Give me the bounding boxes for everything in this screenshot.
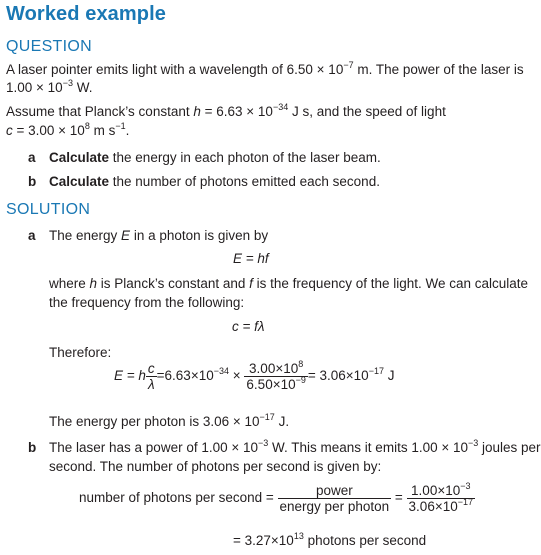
- symbol-f: f: [249, 276, 253, 291]
- equation-e-hf: E = hf: [233, 251, 269, 266]
- symbol-c: c: [6, 123, 13, 138]
- exponent: −3: [258, 438, 269, 448]
- fraction-numerator: c: [147, 361, 155, 376]
- exponent: 8: [298, 359, 304, 369]
- solution-a-frequency: the frequency from the following:: [49, 295, 245, 310]
- line-text: The laser has a power of 1.00 × 10: [49, 440, 259, 455]
- exponent: −7: [343, 60, 354, 70]
- result-unit: photons per second: [303, 533, 427, 548]
- exponent: −34: [213, 366, 229, 377]
- calc-planck-value: =6.63×10: [156, 368, 214, 384]
- equals-sign: =: [394, 490, 403, 506]
- part-text: the number of photons emitted each second.: [109, 174, 380, 189]
- photons-result: [233, 533, 426, 548]
- solution-a-therefore: Therefore:: [49, 345, 112, 360]
- exponent: −9: [295, 375, 306, 385]
- calc-unit: J: [383, 368, 395, 384]
- numerator-value: 3.00×10: [249, 361, 299, 376]
- fraction-numerator: power: [315, 483, 353, 498]
- exponent: −1: [115, 121, 126, 131]
- fraction-denominator: λ: [146, 376, 157, 392]
- question-line-1-text: A laser pointer emits light with a wavelength of 6.50 × 10: [6, 62, 344, 77]
- symbol-h: h: [193, 104, 201, 119]
- solution-a-conclusion: [49, 414, 289, 429]
- exponent: −3: [62, 78, 73, 88]
- part-verb: Calculate: [49, 174, 110, 189]
- question-heading: QUESTION: [6, 38, 92, 55]
- calc-lhs: E = h: [114, 368, 146, 384]
- fraction-denominator: [244, 376, 307, 392]
- solution-b-line-1: [49, 440, 541, 455]
- where-mid: is Planck’s constant and: [97, 276, 250, 291]
- question-line-1-end: m. The power of the laser is: [353, 62, 524, 77]
- result-value: = 3.27×10: [233, 533, 294, 548]
- part-text: the energy in each photon of the laser beam.: [109, 150, 381, 165]
- question-line-2-end: W.: [72, 80, 93, 95]
- exponent: 8: [84, 121, 90, 131]
- exponent: −3: [468, 438, 479, 448]
- symbol-h: h: [89, 276, 98, 291]
- question-line-3: [6, 104, 446, 119]
- part-verb: Calculate: [49, 150, 110, 165]
- question-line-4: [6, 123, 129, 138]
- line-mid: W. This means it emits 1.00 × 10: [268, 440, 468, 455]
- question-line-4-text: = 3.00 × 10: [12, 123, 85, 138]
- numerator-value: 1.00×10: [411, 483, 461, 498]
- question-line-2: [6, 80, 92, 95]
- fraction-c-over-wavelength: [244, 361, 307, 392]
- exponent: 13: [293, 531, 304, 541]
- line-end: joules per: [478, 440, 541, 455]
- solution-b-line-2: second. The number of photons per second is given by:: [49, 459, 382, 474]
- where-end: is the frequency of the light. We can calculate: [252, 276, 529, 291]
- fraction-denominator: energy per photon: [279, 499, 390, 514]
- question-line-4-tail: .: [125, 123, 130, 138]
- intro-text: The energy: [49, 228, 122, 243]
- exponent: −3: [460, 481, 471, 491]
- exponent: −17: [368, 366, 384, 377]
- denominator-value: 3.06×10: [408, 499, 458, 514]
- intro-end: in a photon is given by: [130, 228, 269, 243]
- question-part-a: [28, 150, 381, 165]
- question-line-4-end: m s: [89, 123, 116, 138]
- part-label: b: [28, 174, 37, 189]
- solution-a-where: [49, 276, 528, 291]
- exponent: −17: [259, 412, 275, 422]
- part-label: a: [28, 150, 36, 165]
- fraction-numerator: [244, 361, 307, 376]
- calc-result: = 3.06×10: [307, 368, 369, 384]
- times-sign: ×: [232, 368, 241, 384]
- denominator-value: 6.50×10: [246, 377, 296, 392]
- conclusion-end: J.: [274, 414, 290, 429]
- question-line-3-mid: = 6.63 × 10: [200, 104, 273, 119]
- photons-calculation: [79, 483, 475, 514]
- solution-a-intro: [49, 228, 268, 243]
- symbol-E: E: [121, 228, 131, 243]
- page-title: Worked example: [6, 3, 166, 25]
- solution-a-label: a: [28, 228, 36, 243]
- fraction-power-over-energy: [278, 483, 392, 514]
- fraction-c-over-lambda: [146, 361, 157, 392]
- energy-calculation: [114, 361, 394, 392]
- solution-heading: SOLUTION: [6, 201, 91, 218]
- exponent: −17: [457, 497, 474, 507]
- equation-c-f-lambda: c = fλ: [232, 319, 265, 334]
- fraction-numerator: [407, 483, 475, 498]
- question-part-b: [28, 174, 380, 189]
- fraction-power-values: [407, 483, 475, 514]
- fraction-denominator: [407, 498, 475, 514]
- question-line-1: [6, 62, 524, 77]
- question-line-3-end: J s, and the speed of light: [288, 104, 446, 119]
- exponent: −34: [272, 102, 289, 112]
- where-text: where: [49, 276, 90, 291]
- question-line-3-text: Assume that Planck’s constant: [6, 104, 194, 119]
- question-line-2-text: 1.00 × 10: [6, 80, 63, 95]
- solution-b-label: b: [28, 440, 37, 455]
- conclusion-text: The energy per photon is 3.06 × 10: [49, 414, 260, 429]
- calc-lhs: number of photons per second =: [79, 490, 274, 506]
